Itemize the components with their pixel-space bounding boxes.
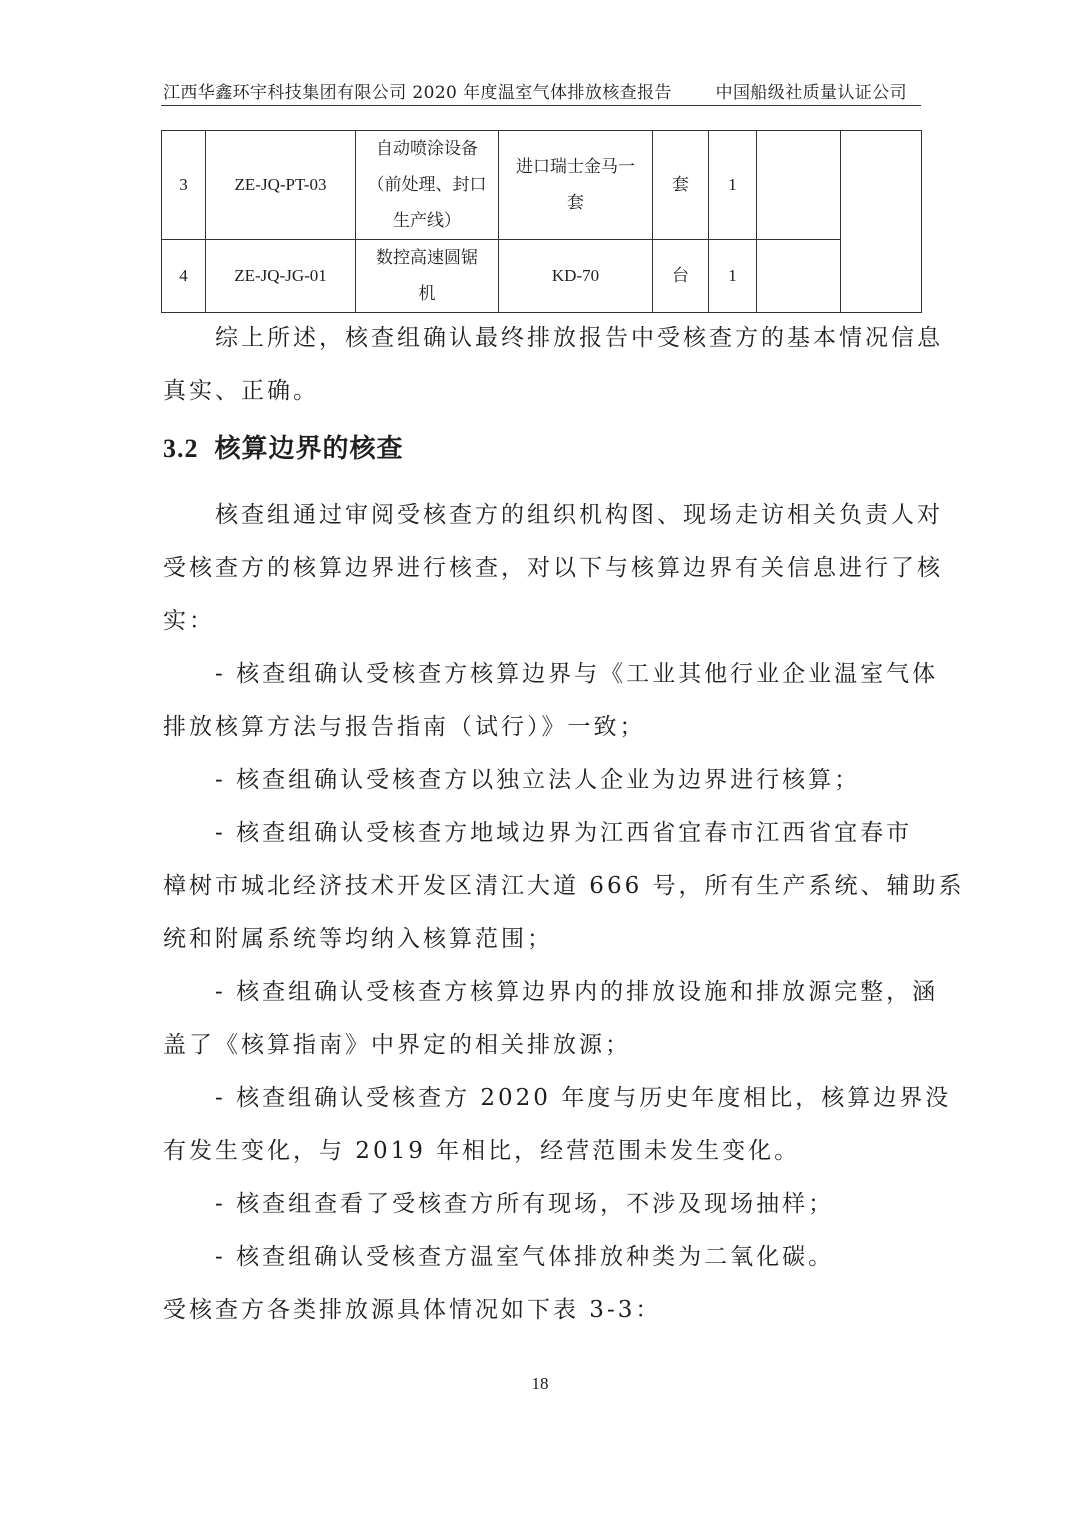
- empty-cell-merged: [841, 131, 922, 313]
- text-line: - 核查组确认受核查方核算边界内的排放设施和排放源完整，涵: [163, 979, 939, 1005]
- equipment-model: [499, 240, 653, 313]
- equipment-code: ZE-JQ-PT-03: [206, 131, 356, 240]
- report-title: 江西华鑫环宇科技集团有限公司 2020 年度温室气体排放核查报告: [163, 83, 672, 103]
- section-number: 3.2: [163, 434, 199, 463]
- text-line: 核查组通过审阅受核查方的组织机构图、现场走访相关负责人对: [163, 502, 943, 528]
- equipment-name: [356, 131, 499, 240]
- empty-cell: [757, 131, 841, 240]
- text-line: 受核查方各类排放源具体情况如下表 3-3：: [163, 1297, 662, 1323]
- text-line: - 核查组确认受核查方地域边界为江西省宜春市江西省宜春市: [163, 820, 913, 846]
- row-number: 3: [162, 131, 206, 240]
- page-number: 18: [531, 1374, 549, 1393]
- equipment-table: [161, 130, 922, 313]
- unit-cell: 台: [653, 240, 709, 313]
- boundary-paragraph: [163, 489, 965, 1337]
- model-line: 进口瑞士金马一: [516, 157, 635, 177]
- text-line: - 核查组查看了受核查方所有现场，不涉及现场抽样；: [163, 1191, 835, 1217]
- text-line: 盖了《核算指南》中界定的相关排放源；: [163, 1032, 631, 1058]
- text-line: - 核查组确认受核查方温室气体排放种类为二氧化碳。: [163, 1244, 835, 1270]
- text-line: - 核查组确认受核查方 2020 年度与历史年度相比，核算边界没: [163, 1085, 952, 1111]
- name-line: 机: [418, 284, 436, 304]
- text-line: - 核查组确认受核查方核算边界与《工业其他行业企业温室气体: [163, 661, 939, 687]
- quantity-cell: 1: [709, 131, 757, 240]
- section-heading: [163, 428, 404, 465]
- section-title: 核算边界的核查: [214, 434, 404, 464]
- equipment-code: ZE-JQ-JG-01: [206, 240, 356, 313]
- summary-paragraph: [163, 312, 943, 418]
- text-line: 统和附属系统等均纳入核算范围；: [163, 926, 553, 952]
- text-line: 樟树市城北经济技术开发区清江大道 666 号，所有生产系统、辅助系: [163, 873, 965, 899]
- text-line: 实：: [163, 608, 215, 634]
- text-line: 受核查方的核算边界进行核查，对以下与核算边界有关信息进行了核: [163, 555, 943, 581]
- equipment-model: [499, 131, 653, 240]
- header-rule: [161, 105, 921, 106]
- empty-cell: [757, 240, 841, 313]
- text-line: 综上所述，核查组确认最终排放报告中受核查方的基本情况信息: [163, 325, 943, 351]
- name-line: 生产线）: [393, 211, 461, 231]
- text-line: 有发生变化，与 2019 年相比，经营范围未发生变化。: [163, 1138, 801, 1164]
- name-line: 自动喷涂设备: [376, 139, 478, 159]
- certifier-name: 中国船级社质量认证公司: [715, 83, 907, 103]
- model-line: KD-70: [551, 266, 600, 285]
- model-line: 套: [567, 193, 584, 213]
- page-header: [163, 78, 921, 104]
- text-line: - 核查组确认受核查方以独立法人企业为边界进行核算；: [163, 767, 861, 793]
- row-number: 4: [162, 240, 206, 313]
- text-line: 真实、正确。: [163, 378, 319, 404]
- name-line: 数控高速圆锯: [376, 248, 478, 268]
- equipment-name: [356, 240, 499, 313]
- text-line: 排放核算方法与报告指南（试行）》一致；: [163, 714, 646, 740]
- quantity-cell: 1: [709, 240, 757, 313]
- name-line: （前处理、封口: [367, 175, 487, 195]
- unit-cell: 套: [653, 131, 709, 240]
- table-row: [162, 240, 922, 313]
- table-row: [162, 131, 922, 240]
